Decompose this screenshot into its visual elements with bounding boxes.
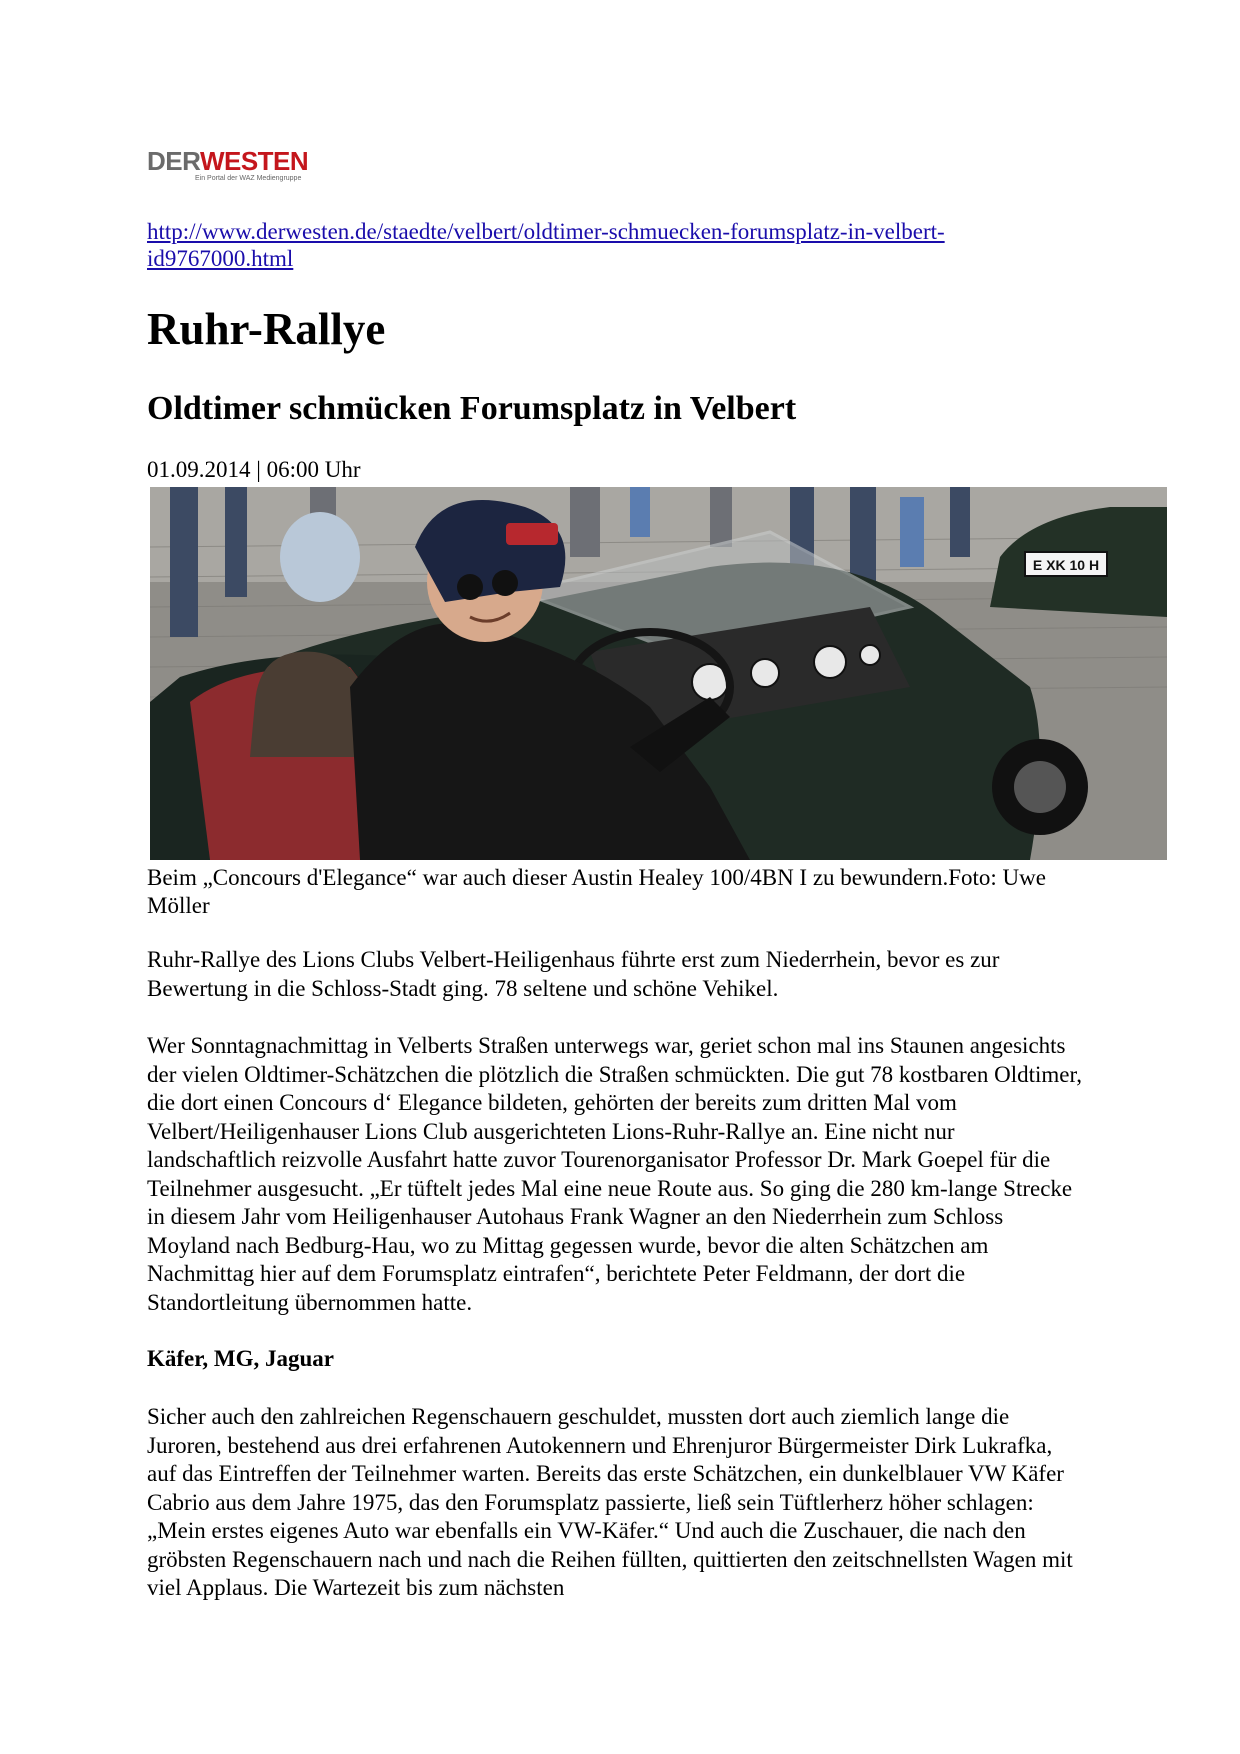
article-subheading: Käfer, MG, Jaguar [147, 1346, 334, 1371]
logo-westen: WESTEN [199, 146, 309, 176]
article-body-paragraph-1: Wer Sonntagnachmittag in Velberts Straßen unterwegs war, geriet schon mal ins Staunen angesichts der vielen Oldtimer-Schätzchen die plötzlich die Straßen schmückten. Die gut 78 kostbaren Oldtimer, die dort einen Concours d‘ Elegance bildeten, gehörten der bereits zum dritten Mal vom Velbert/Heiligenhauser Lions Club ausgerichteten Lions-Ruhr-Rallye an. Eine nicht nur landschaftlich reizvolle Ausfahrt hatte zuvor Tourenorganisator Professor Dr. Mark Goepel für die Teilnehmer ausgesucht. „Er tüftelt jedes Mal eine neue Route aus. So ging die 280 km-lange Strecke in diesem Jahr vom Heiligenhauser Autohaus Frank Wagner an den Niederrhein zum Schloss Moyland nach Bedburg-Hau, wo zu Mittag gegessen wurde, bevor die alten Schätzchen am Nachmittag hier auf dem Forumsplatz eintrafen“, berichtete Peter Feldmann, der dort die Standortleitung übernommen hatte. [147, 1033, 1082, 1315]
article-body-paragraph-2: Sicher auch den zahlreichen Regenschauern geschuldet, mussten dort auch ziemlich lange die Juroren, bestehend aus drei erfahrenen Autokennern und Ehrenjuror Bürgermeister Dirk Lukrafka, auf das Eintreffen der Teilnehmer warten. Bereits das erste Schätzchen, ein dunkelblauer VW Käfer Cabrio aus dem Jahre 1975, das den Forumsplatz passierte, ließ sein Tüftlerherz höher schlagen: „Mein erstes eigenes Auto war ebenfalls ein VW-Käfer.“ Und auch die Zuschauer, die nach den gröbsten Regenschauern nach und nach die Reihen füllten, quittierten den zeitschnellsten Wagen mit viel Applaus. Die Wartezeit bis zum nächsten [147, 1404, 1073, 1600]
photo-caption: Beim „Concours d'Elegance“ war auch dieser Austin Healey 100/4BN I zu bewundern.Foto: Uwe Möller [147, 865, 1046, 918]
article-url-link[interactable] [147, 218, 1097, 272]
url-line-1: http://www.derwesten.de/staedte/velbert/oldtimer-schmuecken-forumsplatz-in-velbert- [147, 219, 945, 244]
logo-der: DER [147, 146, 200, 176]
url-line-2: id9767000.html [147, 246, 294, 271]
license-plate-text: E XK 10 H [1032, 557, 1100, 573]
derwesten-logo[interactable] [147, 148, 307, 188]
logo-tagline: Ein Portal der WAZ Mediengruppe [195, 175, 302, 182]
article-title: Ruhr-Rallye [147, 304, 386, 354]
article-subtitle: Oldtimer schmücken Forumsplatz in Velbert [147, 390, 797, 427]
article-date: 01.09.2014 | 06:00 Uhr [147, 457, 361, 482]
article-photo [150, 487, 1167, 860]
article-lead: Ruhr-Rallye des Lions Clubs Velbert-Heiligenhaus führte erst zum Niederrhein, bevor es zur Bewertung in die Schloss-Stadt ging. 78 seltene und schöne Vehikel. [147, 947, 1000, 1001]
